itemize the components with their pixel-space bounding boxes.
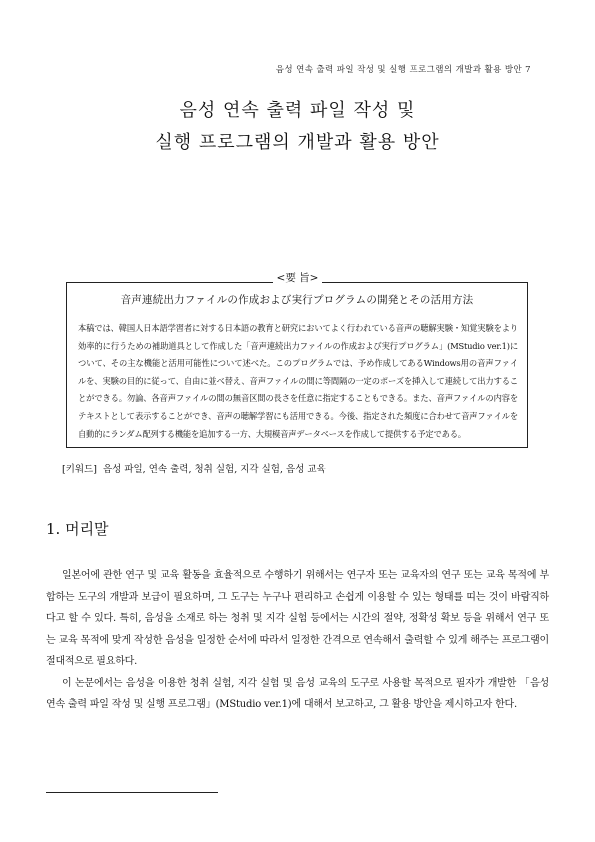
abstract-label-text: <要 旨>	[273, 272, 323, 284]
footnote-rule	[46, 792, 218, 793]
body-paragraph-1: 일본어에 관한 연구 및 교육 활동을 효율적으로 수행하기 위해서는 연구자 또는 교육자의 연구 또는 교육 목적에 부합하는 도구의 개발과 보급이 필요하며, 그 도구는 누구나 편리하고 손쉽게 이용할 수 있는 형태를 띠는 것이 바람직하다고 할 수 있다. 특히, 음성을 소재로 하는 청취 및 지각 실험 등에서는 시간의 절약, 정확성 확보 등을 위해서 연구 또는 교육 목적에 맞게 작성한 음성을 일정한 순서에 따라서 일정한 간격으로 연속해서 출력할 수 있게 해주는 프로그램이 절대적으로 필요하다.	[46, 570, 549, 667]
running-head: 음성 연속 출력 파일 작성 및 실행 프로그램의 개발과 활용 방안 7	[275, 65, 531, 75]
body-paragraph-2: 이 논문에서는 음성을 이용한 청취 실험, 지각 실험 및 음성 교육의 도구로 사용할 목적으로 필자가 개발한 「음성 연속 출력 파일 작성 및 실행 프로그램」(MStudio ver.1)에 대해서 보고하고, 그 활용 방안을 제시하고자 한다.	[46, 677, 549, 710]
keywords-text: 음성 파일, 연속 출력, 청취 실험, 지각 실험, 음성 교육	[102, 464, 326, 475]
abstract-subtitle: 音声連続出力ファイルの作成および実行プログラムの開発とその活用方法	[120, 294, 474, 306]
keywords	[62, 461, 542, 475]
paper-title-line-1: 음성 연속 출력 파일 작성 및	[179, 100, 416, 121]
paper-title-line-2: 실행 프로그램의 개발과 활용 방안	[155, 132, 440, 153]
section-heading: 1. 머리말	[46, 520, 109, 538]
body-text	[46, 565, 549, 716]
abstract-label	[0, 270, 595, 285]
abstract-body: 本稿では、韓国人日本語学習者に対する日本語の教育と研究においてよく行われている音声の聴解実験・知覚実験をより効率的に行うための補助道具として作成した「音声連続出力ファイルの作成および実行プログラム」(MStudio ver.1)について、その主な機能と活用可能性について述べた。このプログラムでは、予め作成してあるWindows用の音声ファイルを、実験の目的に従って、自由に並べ替え、音声ファイルの間に等間隔の一定のポーズを挿入して連続して出力することができる。勿論、各音声ファイルの間の無音区間の長さを任意に指定することもできる。また、音声ファイルの内容をテキストとして表示することができ、音声の聴解学習にも活用できる。今後、指定された頻度に合わせて音声ファイルを自動的にランダム配列する機能を追加する一方、大規模音声データベースを作成して提供する予定である。	[78, 323, 518, 439]
keywords-label: [키워드]	[62, 464, 97, 475]
